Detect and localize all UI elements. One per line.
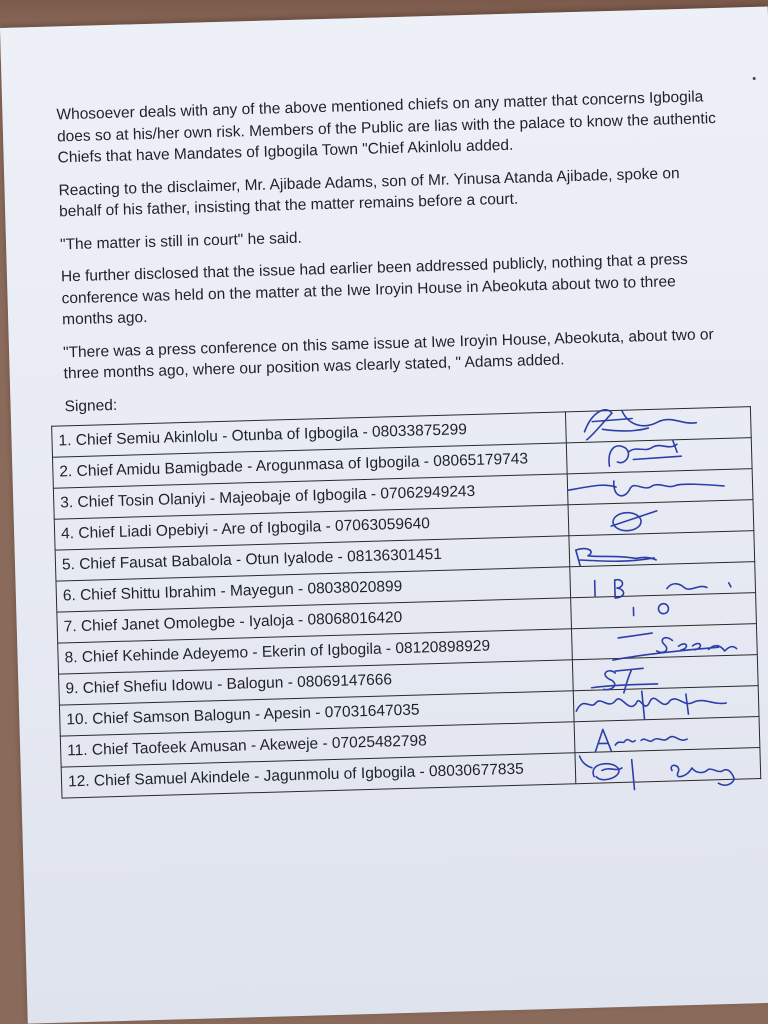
- paragraph-5: "There was a press conference on this same issue at Iwe Iroyin House, Abeokuta, about two or three months ago, where our position was clearly stated, " Adams added.: [62, 325, 714, 383]
- signatory-name: 5. Chief Fausat Babalola - Otun Iyalode - 08136301451: [55, 536, 570, 581]
- paragraph-1: Whosoever deals with any of the above mentioned chiefs on any matter that concerns Igbogila does so at his/her own risk. Members of the Public are lias with the palace to know the authentic Chiefs that have Mandates of Igbogila Town "Chief Akinlolu added.: [56, 88, 717, 167]
- paragraph-3: "The matter is still in court" he said.: [59, 229, 303, 253]
- paragraph-4: He further disclosed that the issue had earlier been addressed publicly, nothing that a press conference was held on the matter at the Iwe Iroyin House in Abeokuta about two to three months ago.: [60, 250, 688, 329]
- signatories-table: [51, 406, 761, 798]
- signature-12: [571, 739, 742, 790]
- signatory-name: 2. Chief Amidu Bamigbade - Arogunmasa of Igbogila - 08065179743: [53, 443, 568, 488]
- document-body: [56, 86, 735, 798]
- document-page: [0, 7, 768, 1024]
- signatory-name: 6. Chief Shittu Ibrahim - Mayegun - 08038020899: [56, 567, 571, 612]
- signatory-name: 12. Chief Samuel Akindele - Jagunmolu of Igbogila - 08030677835: [61, 753, 576, 798]
- speck: [753, 77, 756, 80]
- signature-cell: [575, 748, 761, 784]
- signed-label: Signed:: [64, 396, 118, 415]
- signatory-name: 7. Chief Janet Omolegbe - Iyaloja - 08068016420: [57, 598, 572, 643]
- paragraph-2: Reacting to the disclaimer, Mr. Ajibade Adams, son of Mr. Yinusa Atanda Ajibade, spoke on behalf of his father, insisting that the matter remains before a court.: [58, 164, 680, 221]
- signatory-name: 9. Chief Shefiu Idowu - Balogun - 08069147666: [59, 660, 574, 705]
- signatory-name: 10. Chief Samson Balogun - Apesin - 07031647035: [59, 691, 574, 736]
- signatory-name: 8. Chief Kehinde Adeyemo - Ekerin of Igbogila - 08120898929: [58, 629, 573, 674]
- signatory-name: 1. Chief Semiu Akinlolu - Otunba of Igbogila - 08033875299: [52, 412, 567, 457]
- signatory-name: 11. Chief Taofeek Amusan - Akeweje - 07025482798: [60, 722, 575, 767]
- signatory-name: 3. Chief Tosin Olaniyi - Majeobaje of Igbogila - 07062949243: [53, 474, 568, 519]
- signatory-name: 4. Chief Liadi Opebiyi - Are of Igbogila - 07063059640: [54, 505, 569, 550]
